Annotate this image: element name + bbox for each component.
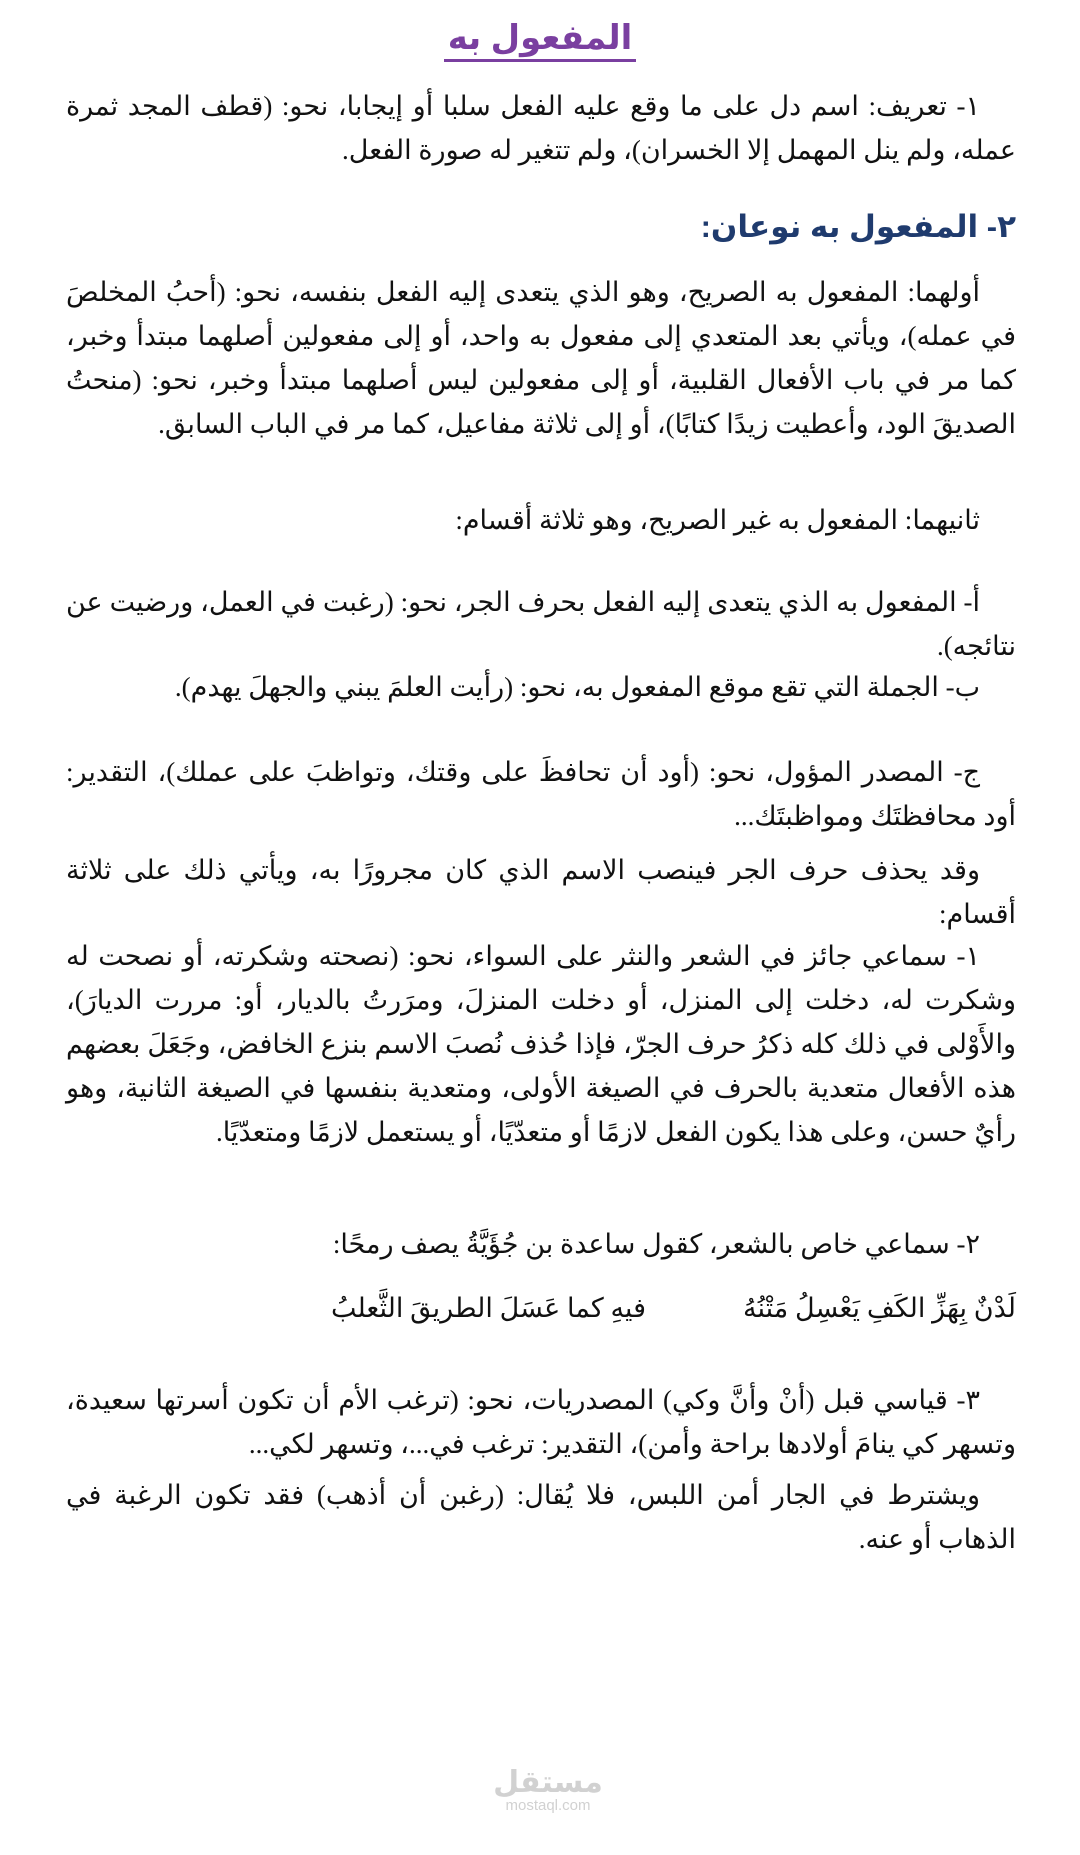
definition-paragraph: ١- تعريف: اسم دل على ما وقع عليه الفعل سلبا أو إيجابا، نحو: (قطف المجد ثمرة عمله، ولم ينل المهمل إلا الخسران)، ولم تتغير له صورة الفعل.	[66, 91, 1016, 165]
types-heading: ٢- المفعول به نوعان:	[700, 209, 1016, 244]
omission-intro-paragraph: وقد يحذف حرف الجر فينصب الاسم الذي كان مجرورًا به، ويأتي ذلك على ثلاثة أقسام:	[66, 855, 1016, 929]
watermark-arabic: مستقل	[493, 1766, 603, 1799]
sub-item-a: أ- المفعول به الذي يتعدى إليه الفعل بحرف الجر، نحو: (رغبت في العمل، ورضيت عن نتائجه).	[66, 587, 1016, 661]
watermark-logo	[478, 1768, 618, 1814]
case-3-paragraph: ٣- قياسي قبل (أنْ وأنَّ وكي) المصدريات، نحو: (ترغب الأم أن تكون أسرتها سعيدة، وتسهر كي ينامَ أولادها براحة وأمن)، التقدير: ترغب في...، وتسهر لكي...	[66, 1385, 1016, 1459]
sub-item-c: ج- المصدر المؤول، نحو: (أود أن تحافظَ على وقتك، وتواظبَ على عملك)، التقدير: أود محافظتَك ومواظبتَك...	[66, 757, 1016, 831]
first-type-paragraph: أولهما: المفعول به الصريح، وهو الذي يتعدى إليه الفعل بنفسه، نحو: (أحبُ المخلصَ في عمله)، ويأتي بعد المتعدي إلى مفعول به واحد، أو إلى مفعولين أصلهما مبتدأ وخبر، كما مر في باب الأفعال القلبية، أو إلى مفعولين ليس أصلهما مبتدأ وخبر، نحو: (منحتُ الصديقَ الود، وأعطيت زيدًا كتابًا)، أو إلى ثلاثة مفاعيل، كما مر في الباب السابق.	[66, 277, 1016, 439]
poetry-verse	[66, 1286, 1016, 1330]
case-1-paragraph: ١- سماعي جائز في الشعر والنثر على السواء، نحو: (نصحته وشكرته، أو نصحت له وشكرت له، دخلت إلى المنزل، أو دخلت المنزلَ، ومرَرتُ بالديار، أو: مررت الديارَ)، والأَوْلى في ذلك كله ذكرُ حرف الجرّ، فإذا حُذف نُصبَ الاسم بنزع الخافض، وجَعَلَ بعضهم هذه الأفعال متعدية بالحرف في الصيغة الأولى، ومتعدية بنفسها في الصيغة الثانية، وهو رأيٌ حسن، وعلى هذا يكون الفعل لازمًا أو متعدّيًا، أو يستعمل لازمًا ومتعدّيًا.	[66, 941, 1016, 1147]
page-title	[0, 14, 1080, 62]
sub-item-b: ب- الجملة التي تقع موقع المفعول به، نحو: (رأيت العلمَ يبني والجهلَ يهدم).	[174, 672, 980, 702]
case-2-paragraph: ٢- سماعي خاص بالشعر، كقول ساعدة بن جُؤَيَّةُ يصف رمحًا:	[332, 1229, 980, 1259]
verse-hemistich-2: فيهِ كما عَسَلَ الطريقَ الثَّعلبُ	[330, 1293, 646, 1323]
watermark-latin: mostaql.com	[505, 1797, 591, 1814]
page-title-text: المفعول به	[444, 19, 637, 62]
condition-paragraph: ويشترط في الجار أمن اللبس، فلا يُقال: (رغبن أن أذهب) فقد تكون الرغبة في الذهاب أو عنه.	[66, 1480, 1016, 1554]
verse-hemistich-1: لَدْنٌ بِهَزِّ الكَفِ يَعْسِلُ مَتْنُهُ	[743, 1293, 1016, 1323]
second-type-paragraph: ثانيهما: المفعول به غير الصريح، وهو ثلاثة أقسام:	[455, 505, 980, 535]
